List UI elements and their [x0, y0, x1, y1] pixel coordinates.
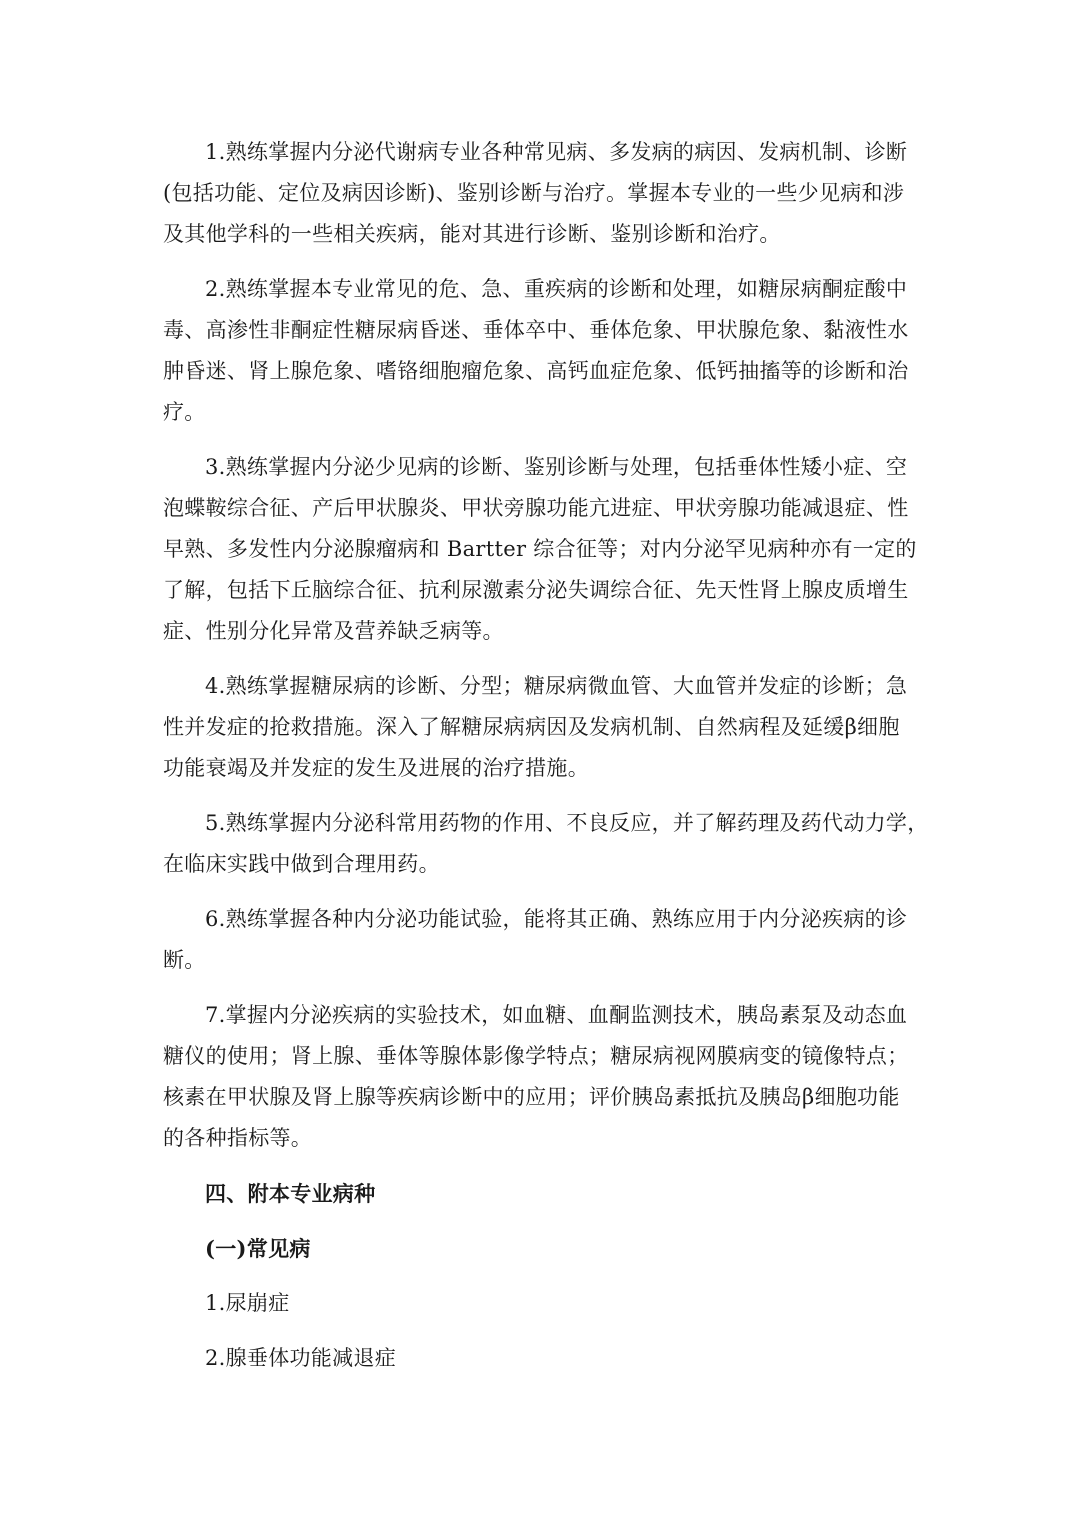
paragraph-line: 功能衰竭及并发症的发生及进展的治疗措施。	[163, 756, 589, 780]
paragraph-line: 7.掌握内分泌疾病的实验技术，如血糖、血酮监测技术，胰岛素泵及动态血	[205, 1003, 908, 1027]
paragraph-6	[163, 899, 920, 981]
paragraph-line: 及其他学科的一些相关疾病，能对其进行诊断、鉴别诊断和治疗。	[163, 222, 781, 246]
paragraph-line: 3.熟练掌握内分泌少见病的诊断、鉴别诊断与处理，包括垂体性矮小症、空	[205, 455, 908, 479]
paragraph-line: (包括功能、定位及病因诊断)、鉴别诊断与治疗。掌握本专业的一些少见病和涉	[163, 181, 905, 205]
paragraph-5	[163, 803, 929, 885]
section-heading: 四、附本专业病种	[205, 1181, 376, 1206]
paragraph-line: 毒、高渗性非酮症性糖尿病昏迷、垂体卒中、垂体危象、甲状腺危象、黏液性水	[163, 318, 909, 342]
paragraph-line: 泡蝶鞍综合征、产后甲状腺炎、甲状旁腺功能亢进症、甲状旁腺功能减退症、性	[163, 496, 909, 520]
paragraph-line: 的各种指标等。	[163, 1126, 313, 1150]
paragraph-line: 断。	[163, 948, 206, 972]
paragraph-line: 4.熟练掌握糖尿病的诊断、分型；糖尿病微血管、大血管并发症的诊断；急	[205, 674, 908, 698]
subsection-heading: (一)常见病	[205, 1236, 311, 1261]
paragraph-line: 在临床实践中做到合理用药。	[163, 852, 440, 876]
paragraph-line: 核素在甲状腺及肾上腺等疾病诊断中的应用；评价胰岛素抵抗及胰岛β细胞功能	[163, 1085, 900, 1109]
paragraph-4	[163, 666, 920, 789]
paragraph-line: 6.熟练掌握各种内分泌功能试验，能将其正确、熟练应用于内分泌疾病的诊	[205, 907, 908, 931]
paragraph-1	[163, 132, 920, 255]
paragraph-line: 早熟、多发性内分泌腺瘤病和 Bartter 综合征等；对内分泌罕见病种亦有一定的	[163, 537, 917, 561]
document-page	[163, 132, 929, 1393]
paragraph-line: 肿昏迷、肾上腺危象、嗜铬细胞瘤危象、高钙血症危象、低钙抽搐等的诊断和治	[163, 359, 909, 383]
list-item: 1.尿崩症	[205, 1291, 290, 1315]
paragraph-7	[163, 995, 920, 1159]
paragraph-line: 1.熟练掌握内分泌代谢病专业各种常见病、多发病的病因、发病机制、诊断	[205, 140, 908, 164]
paragraph-line: 症、性别分化异常及营养缺乏病等。	[163, 619, 504, 643]
paragraph-line: 5.熟练掌握内分泌科常用药物的作用、不良反应，并了解药理及药代动力学，	[205, 811, 929, 835]
paragraph-2	[163, 269, 920, 433]
paragraph-3	[163, 447, 920, 652]
paragraph-line: 了解，包括下丘脑综合征、抗利尿激素分泌失调综合征、先天性肾上腺皮质增生	[163, 578, 909, 602]
paragraph-line: 疗。	[163, 400, 206, 424]
paragraph-line: 糖仪的使用；肾上腺、垂体等腺体影像学特点；糖尿病视网膜病变的镜像特点；	[163, 1044, 909, 1068]
list-item: 2.腺垂体功能减退症	[205, 1346, 397, 1370]
paragraph-line: 性并发症的抢救措施。深入了解糖尿病病因及发病机制、自然病程及延缓β细胞	[163, 715, 900, 739]
paragraph-line: 2.熟练掌握本专业常见的危、急、重疾病的诊断和处理，如糖尿病酮症酸中	[205, 277, 908, 301]
